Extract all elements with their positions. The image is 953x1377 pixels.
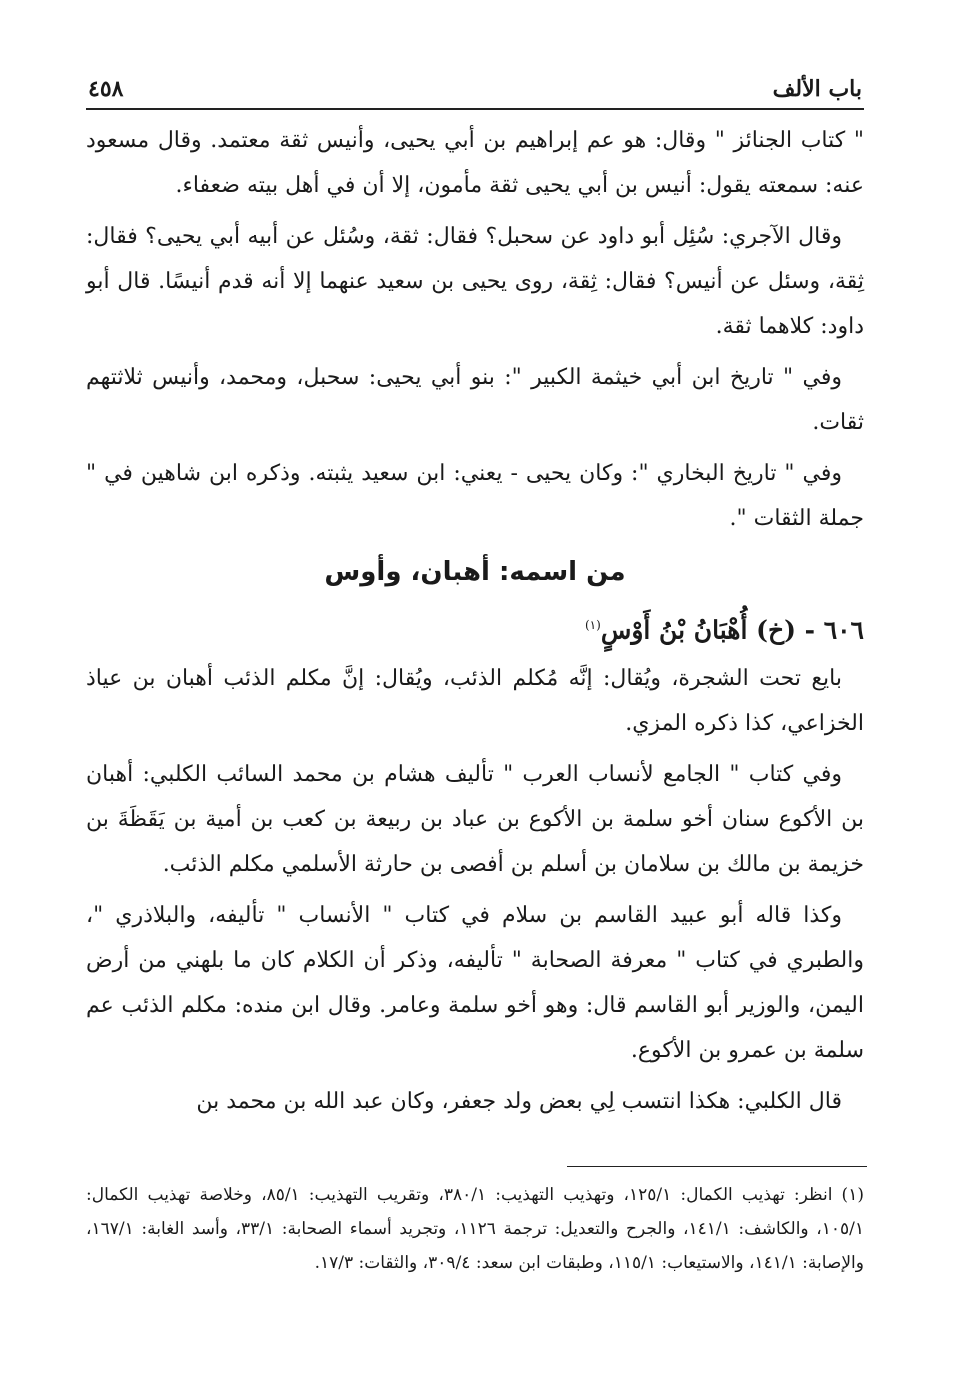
page-number: ٤٥٨	[88, 76, 124, 102]
paragraph: وفي " تاريخ البخاري ": وكان يحيى - يعني: ابن سعيد يثبته. وذكره ابن شاهين في " جملة الثقات ".	[86, 461, 864, 531]
main-text	[86, 118, 864, 1130]
paragraph: وكذا قاله أبو عبيد القاسم بن سلام في كتاب " الأنساب " تأليفه، والبلاذري "، والطبري في كتاب " معرفة الصحابة " تأليفه، وذكر أن الكلام كان ما بلهني من أرض اليمن، والوزير أبو القاسم قال: وهو أخو سلمة وعامر. وقال ابن منده: مكلم الذئب عم سلمة بن عمرو بن الأكوع.	[86, 903, 864, 1064]
header-rule	[86, 108, 864, 110]
paragraph: وقال الآجري: سُئِل أبو داود عن سحبل؟ فقال: ثقة، وسُئل عن أبيه أبي يحيى؟ فقال: ثِقة، وسئل عن أنيس؟ فقال: ثِقة، روى يحيى بن سعيد عنهما إلا أنه قدم أنيسًا. قال أبو داود: كلاهما ثقة.	[86, 224, 864, 339]
running-head	[88, 62, 862, 102]
paragraph: " كتاب الجنائز " وقال: هو عم إبراهيم بن أبي يحيى، وأنيس ثقة معتمد. وقال مسعود عنه: سمعته يقول: أنيس بن أبي يحيى ثقة مأمون، إلا أن في أهل بيته ضعفاء.	[86, 128, 864, 198]
entry-number: ٦٠٦ - (خ)	[756, 615, 864, 645]
entry-title	[86, 601, 864, 654]
footnote: (١) انظر: تهذيب الكمال: ١٢٥/١، وتهذيب التهذيب: ٣٨٠/١، وتقريب التهذيب: ٨٥/١، وخلاصة تهذيب الكمال: ١٠٥/١، والكاشف: ١٤١/١، والجرح والتعديل: ترجمة ١١٢٦، وتجريد أسماء الصحابة: ٣٣/١، وأسد الغابة: ١٦٧/١، والإصابة: ١٤١/١، والاستيعاب: ١١٥/١، وطبقات ابن سعد: ٣٠٩/٤، والثقات: ١٧/٣.	[86, 1185, 864, 1273]
paragraph: وفي " تاريخ ابن أبي خيثمة الكبير ": بنو أبي يحيى: سحبل، ومحمد، وأنيس ثلاثتهم ثقات.	[86, 365, 864, 435]
footnote-ref: (١)	[584, 618, 601, 632]
paragraph: بايع تحت الشجرة، ويُقال: إنَّه مُكلم الذئب، ويُقال: إنَّ مكلم الذئب أهبان بن عياذ الخزاعي، كذا ذكره المزي.	[86, 666, 864, 737]
section-title: من اسمه: أهبان، وأوس	[324, 557, 626, 587]
paragraph: وفي كتاب " الجامع لأنساب العرب " تأليف هشام بن محمد السائب الكلبي: أهبان بن الأكوع سنان أخو سلمة بن الأكوع بن عباد بن ربيعة بن كعب بن أمية بن يَقَظَةَ بن خزيمة بن مالك بن سلامان بن أسلم بن أفصى بن حارثة الأسلمي مكلم الذئب.	[86, 762, 864, 878]
chapter-title: باب الألف	[772, 76, 862, 102]
entry-name: أُهْبَانُ بْنُ أَوْسٍ	[600, 615, 748, 645]
paragraph: قال الكلبي: هكذا انتسب لِي بعض ولد جعفر، وكان عبد الله بن محمد بن	[196, 1089, 842, 1115]
footnote-rule	[567, 1166, 867, 1167]
